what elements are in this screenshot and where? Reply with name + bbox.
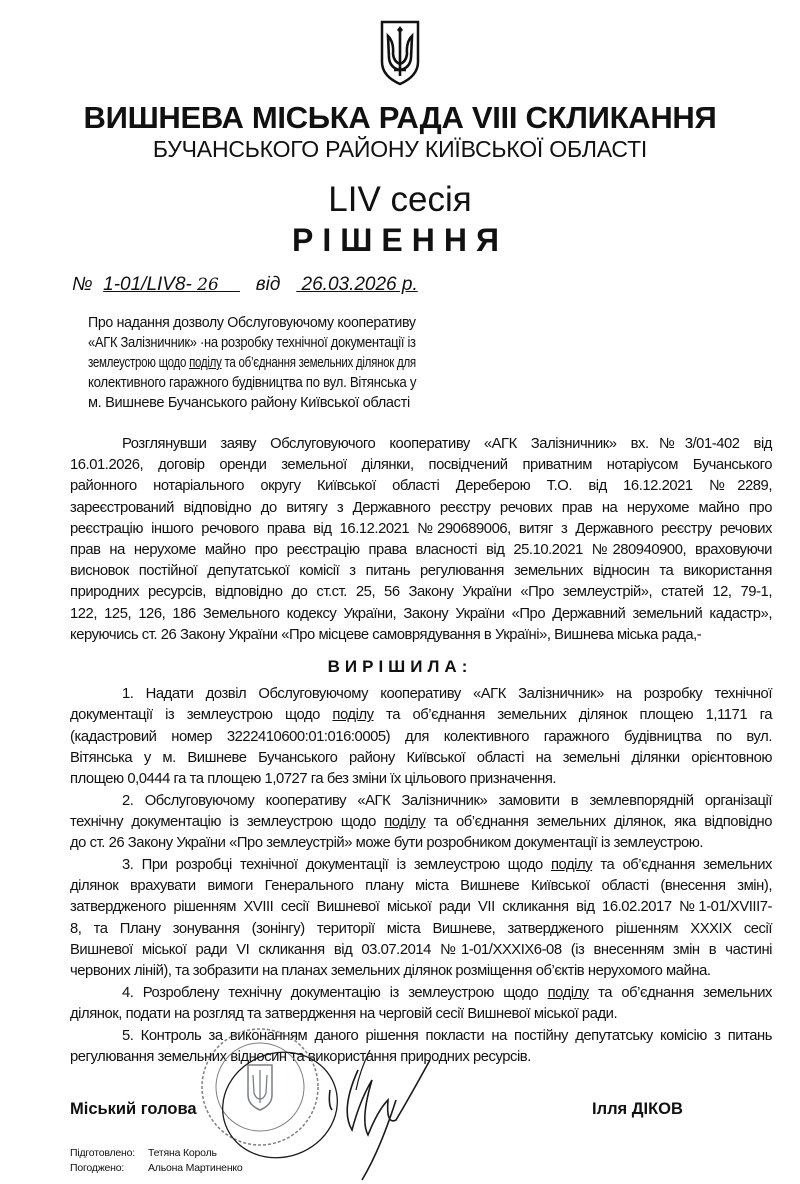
decision-item-2 xyxy=(70,791,772,855)
text-line: 8, та Плану зонування (зонінгу) території міста Вишневе, затвердженого рішенням XXXIX сесії xyxy=(70,920,772,937)
decision-number-handwritten: 26 xyxy=(197,275,219,295)
text-line: Розглянувши заяву Обслуговуючого кооперативу «АГК Залізничник» вх.№3/01-402 від xyxy=(122,436,772,452)
prepared-by-name: Тетяна Король xyxy=(148,1147,217,1159)
decision-items xyxy=(70,684,772,1068)
decision-number xyxy=(103,274,240,295)
decision-subject xyxy=(88,313,416,413)
decision-item-1 xyxy=(70,684,772,791)
text-line: площею 0,0444 га та площею 1,0727 га без зміни їх цільового призначення. xyxy=(70,771,557,788)
text-line: природних ресурсів, відповідно до ст.ст. 25, 56 Закону України «Про землеустрій», статей 12, 79-1, xyxy=(70,584,772,601)
text-line: зареєстрований відповідно до витягу з Державного реєстру речових прав на нерухоме майно про xyxy=(70,499,772,516)
decision-number-prefix: 1-01/LIV8- xyxy=(103,274,192,295)
underlined-word: поділу xyxy=(547,984,589,1001)
text-line: 3. При розробці технічної документації із землеустрою щодо поділу та об’єднання земельних xyxy=(122,856,772,873)
agreed-label: Погоджено: xyxy=(70,1162,125,1174)
preamble-paragraph xyxy=(70,434,772,646)
text-line: м. Вишневе Бучанського району Київської області xyxy=(88,395,410,411)
text-line: затвердженого рішенням XVIII сесії Вишневої міської ради VII скликання від 16.02.2017 №1-01/XVIII7- xyxy=(70,899,772,916)
session-title: LIV сесія xyxy=(328,180,472,219)
text-line: висновок постійної депутатської комісії з питань регулювання земельних відносин та використання xyxy=(70,563,772,580)
number-sign: № xyxy=(72,274,93,295)
text-line: 122, 125, 126, 186 Земельного кодексу України, Закону України «Про Державний земельний кадастр», xyxy=(70,605,772,622)
decision-item-3 xyxy=(70,855,772,983)
text-line: прав на нерухоме майно про реєстрацію права власності від 25.10.2021 №280940900, враховуючи xyxy=(70,542,772,559)
text-line: 1. Надати дозвіл Обслуговуючому кооперативу «АГК Залізничник» на розробку технічної xyxy=(122,686,772,702)
text-line: 5. Контроль за виконанням даного рішення покласти на постійну депутатську комісію з питань xyxy=(122,1027,772,1044)
document-type: РІШЕННЯ xyxy=(292,222,508,258)
text-line: Вітянська у м. Вишневе Бучанського району Київської області на земельні ділянки орієнтовною xyxy=(70,750,772,767)
text-line: реєстрацію іншого речового права від 16.12.2021 №290689006, витяг з Державного реєстру речових xyxy=(70,520,772,537)
text-line: 2. Обслуговуючому кооперативу «АГК Залізничник» замовити в землевпорядній організації xyxy=(122,792,772,809)
signatory-name: Ілля ДІКОВ xyxy=(592,1100,683,1118)
text-line: (кадастровий номер 3222410600:01:016:0005) для колективного гаражного будівництва по вул. xyxy=(70,728,772,745)
date-label: від xyxy=(255,274,281,295)
agreed-by-name: Альона Мартиненко xyxy=(148,1162,243,1174)
text-line: ділянок врахувати вимоги Генерального плану міста Вишневе Київської області (внесення змін), xyxy=(70,878,772,895)
text-line: Про надання дозволу Обслуговуючому кооперативу xyxy=(88,315,416,331)
text-line: керуючись ст. 26 Закону України «Про місцеве самоврядування в Україні», Вишнева міська рада,- xyxy=(70,626,702,643)
decision-date: 26.03.2026 р. xyxy=(301,274,418,295)
signatory-title: Міський голова xyxy=(70,1100,197,1118)
text-line: документації із землеустрою щодо поділу та об’єднання земельних ділянок площею 1,1171 га xyxy=(70,707,772,724)
text-line: регулювання земельних відносин та використання природних ресурсів. xyxy=(70,1048,531,1065)
text-line: «АГК Залізничник» ·на розробку технічної документації із xyxy=(88,335,416,351)
prepared-label: Підготовлено: xyxy=(70,1147,136,1159)
text-line: технічну документацію із землеустрою щодо поділу та об’єднання земельних ділянок, яка відповідно xyxy=(70,814,772,831)
underlined-word: поділу xyxy=(189,355,222,371)
district-title: БУЧАНСЬКОГО РАЙОНУ КИЇВСЬКОЇ ОБЛАСТІ xyxy=(152,136,648,162)
resolved-heading: ВИРІШИЛА: xyxy=(327,657,473,676)
decision-number-line xyxy=(72,274,418,296)
text-line: Вишневої міської ради VI скликання від 03.07.2014 №1-01/XXXIX6-08 (із внесенням змін в частині xyxy=(70,942,772,959)
underlined-word: поділу xyxy=(550,856,593,873)
decision-item-4 xyxy=(70,983,772,1026)
prepared-by-line xyxy=(70,1147,217,1159)
text-line: 4. Розроблену технічну документацію із землеустрою щодо поділу та об’єднання земельних xyxy=(122,984,772,1001)
text-line: 16.01.2026, договір оренди земельної ділянки, посвідчений приватним нотаріусом Бучанського xyxy=(70,457,772,474)
underlined-word: поділу xyxy=(332,707,374,724)
text-line: районного нотаріального округу Київської області Дереберою Т.О. від 16.12.2021 №2289, xyxy=(70,478,772,495)
council-title: ВИШНЕВА МІСЬКА РАДА VIII СКЛИКАННЯ xyxy=(83,100,717,135)
text-line: колективного гаражного будівництва по вул. Вітянська у xyxy=(88,375,417,391)
text-line: до ст. 26 Закону України «Про землеустрій» може бути розробником документації із землеустрою. xyxy=(70,835,704,852)
text-line: червоних ліній), та зобразити на планах земельних ділянок розміщення об’єктів нерухомого майна. xyxy=(70,963,711,980)
agreed-by-line xyxy=(70,1162,243,1174)
underlined-word: поділу xyxy=(384,814,426,831)
ukraine-trident-emblem-icon xyxy=(378,18,422,86)
mayor-signature xyxy=(300,1050,460,1184)
text-line: землеустрою щодо поділу та об’єднання земельних ділянок для xyxy=(88,355,416,371)
text-line: ділянок, подати на розгляд та затвердження на черговій сесії Вишневої міської ради. xyxy=(70,1006,618,1023)
